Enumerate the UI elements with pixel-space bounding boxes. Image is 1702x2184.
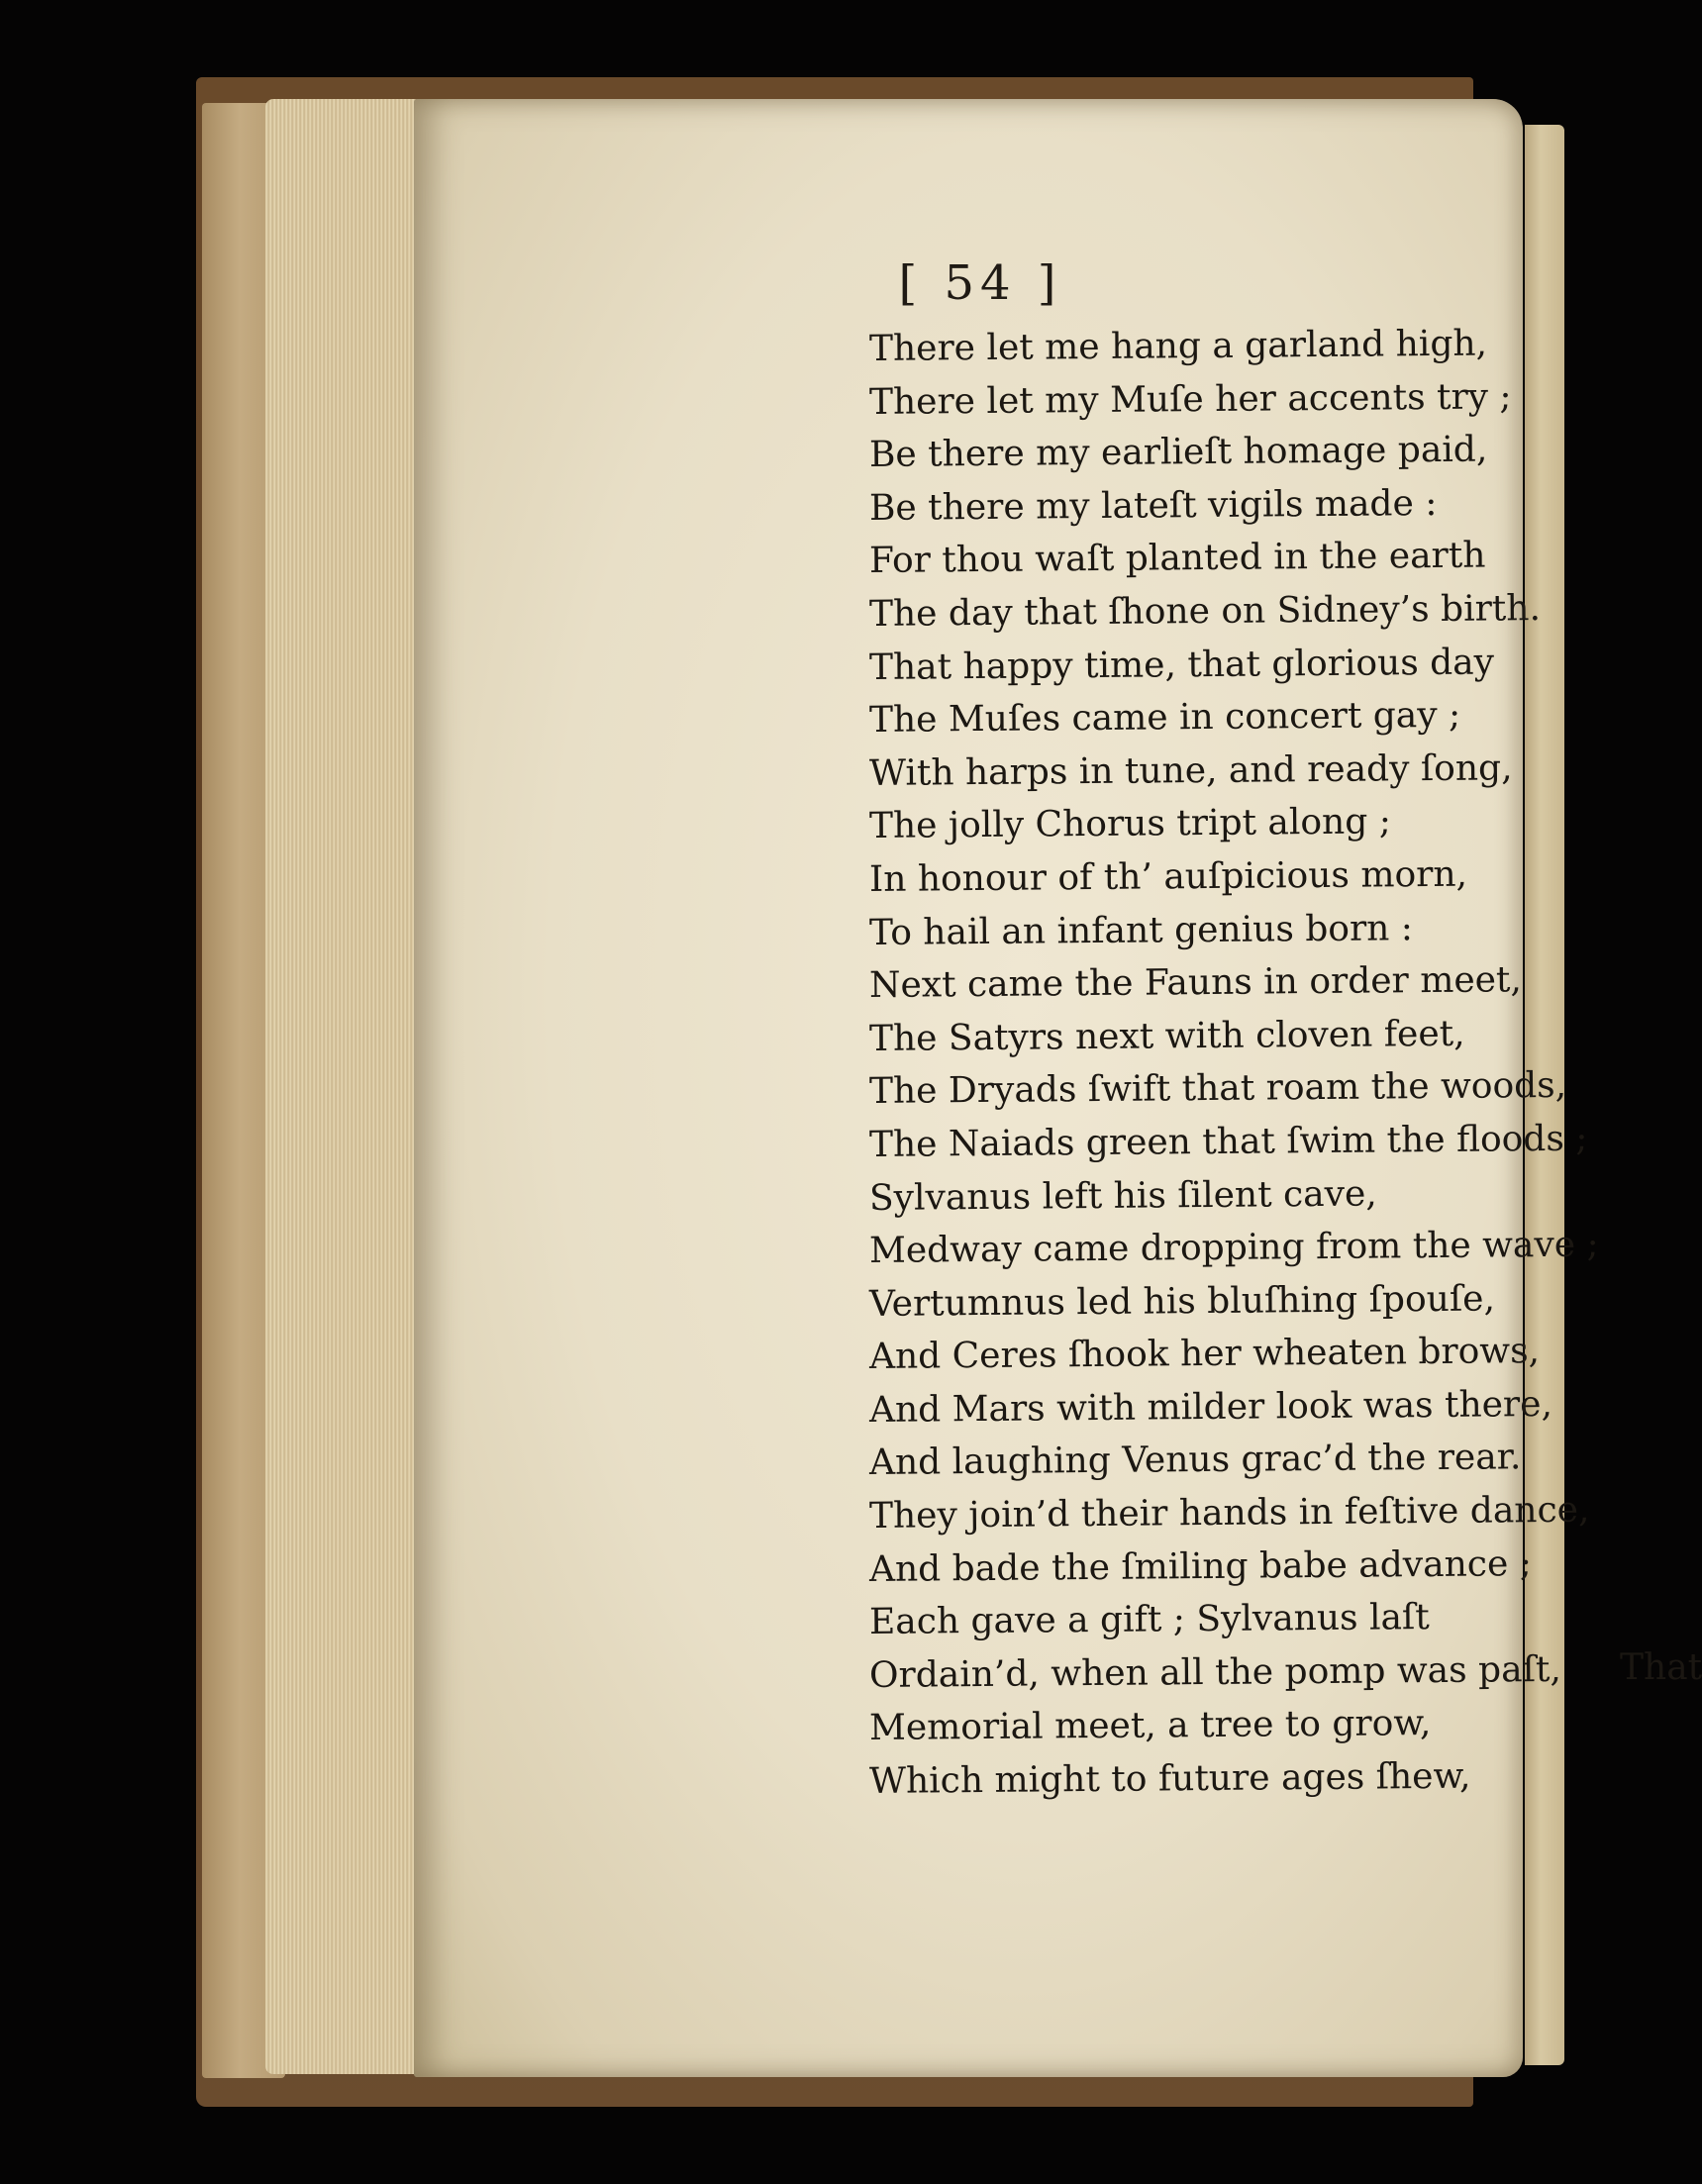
verse-line: And Ceres ſhook her wheaten brows,	[868, 1331, 1541, 1378]
verse-line: Which might to future ages ſhew,	[868, 1755, 1471, 1803]
verse-line: The day that ſhone on Sidney’s birth.	[868, 588, 1542, 635]
verse-line: And Mars with milder look was there,	[868, 1383, 1553, 1431]
verse-line: There let me hang a garland high,	[868, 323, 1488, 369]
verse-line: Memorial meet, a tree to grow,	[868, 1703, 1432, 1749]
verse-line: Be there my lateſt vigils made :	[868, 482, 1438, 529]
verse-line: The Naiads green that ſwim the floods ;	[868, 1118, 1588, 1165]
verse-line: The Satyrs next with cloven feet,	[868, 1013, 1465, 1059]
verse-line: The Muſes came in concert gay ;	[868, 694, 1461, 742]
verse-line: And laughing Venus grac’d the rear.	[868, 1437, 1522, 1484]
page-number: [ 54 ]	[898, 255, 1062, 311]
verse-line: To hail an infant genius born :	[868, 907, 1414, 953]
poem-verse	[869, 323, 1599, 1809]
verse-line: Each gave a gift ; Sylvanus laſt	[868, 1597, 1430, 1643]
verse-line: For thou waſt planted in the earth	[868, 535, 1486, 582]
verse-line: Ordain’d, when all the pomp was paſt,	[868, 1648, 1562, 1696]
verse-line: And bade the ſmiling babe advance ;	[868, 1542, 1533, 1590]
verse-line: That happy time, that glorious day	[868, 642, 1495, 688]
verse-line: There let my Muſe her accents try ;	[868, 375, 1512, 423]
page-stack-edge	[265, 99, 416, 2074]
verse-line: Sylvanus left his ſilent cave,	[868, 1173, 1377, 1219]
book	[196, 77, 1702, 2107]
verse-line: The Dryads ſwift that roam the woods,	[868, 1065, 1567, 1113]
verse-line: Vertumnus led his bluſhing ſpouſe,	[868, 1278, 1496, 1325]
verse-line: In honour of th’ auſpicious morn,	[868, 853, 1468, 900]
verse-line: Next came the Fauns in order meet,	[868, 959, 1523, 1007]
verse-line: Medway came dropping from the wave ;	[868, 1224, 1599, 1272]
book-page	[414, 99, 1702, 2077]
verse-line: They join’d their hands in feſtive dance,	[868, 1489, 1590, 1538]
catchword: That	[1620, 1647, 1702, 1688]
verse-line: The jolly Chorus tript along ;	[868, 801, 1392, 847]
verse-line: Be there my earlieſt homage paid,	[868, 429, 1488, 476]
verse-line: With harps in tune, and ready ſong,	[868, 747, 1513, 794]
